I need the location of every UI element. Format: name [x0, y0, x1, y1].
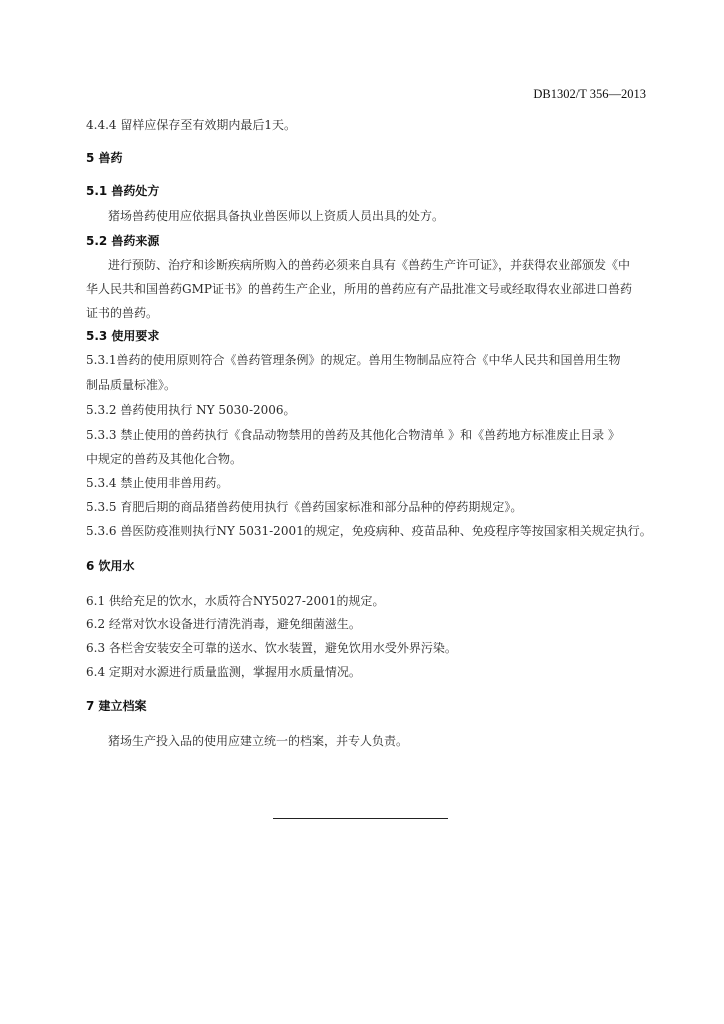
clause-5-3-5: 5.3.5 育肥后期的商品猪兽药使用执行《兽药国家标准和部分品种的停药期规定》。: [86, 500, 523, 514]
clause-4-4-4: 4.4.4 留样应保存至有效期内最后1天。: [86, 118, 296, 132]
paragraph-5-2-line-3: 证书的兽药。: [86, 306, 159, 320]
clause-6-4: 6.4 定期对水源进行质量监测，掌握用水质量情况。: [86, 665, 361, 679]
clause-5-3-3-line-1: 5.3.3 禁止使用的兽药执行《食品动物禁用的兽药及其他化合物清单 》和《兽药地方标准废止目录 》: [86, 428, 620, 442]
paragraph-5-2-line-2: 华人民共和国兽药GMP证书》的兽药生产企业，所用的兽药应有产品批准文号或经取得农业部进口兽药: [86, 282, 632, 296]
section-heading-7: 7 建立档案: [86, 699, 147, 713]
paragraph-7: 猪场生产投入品的使用应建立统一的档案，并专人负责。: [108, 734, 409, 748]
clause-6-1: 6.1 供给充足的饮水，水质符合NY5027-2001的规定。: [86, 594, 385, 608]
subsection-heading-5-2: 5.2 兽药来源: [86, 234, 160, 248]
clause-6-2: 6.2 经常对饮水设备进行清洗消毒，避免细菌滋生。: [86, 617, 361, 631]
clause-5-3-4: 5.3.4 禁止使用非兽用药。: [86, 476, 229, 490]
clause-5-3-1-line-1: 5.3.1兽药的使用原则符合《兽药管理条例》的规定。兽用生物制品应符合《中华人民共和国兽用生物: [86, 353, 621, 367]
paragraph-5-2-line-1: 进行预防、治疗和诊断疾病所购入的兽药必须来自具有《兽药生产许可证》，并获得农业部颁发《中: [108, 258, 631, 272]
clause-5-3-6: 5.3.6 兽医防疫准则执行NY 5031-2001的规定，免疫病种、疫苗品种、免疫程序等按国家相关规定执行。: [86, 524, 652, 538]
clause-5-3-1-line-2: 制品质量标准》。: [86, 378, 177, 392]
subsection-heading-5-1: 5.1 兽药处方: [86, 184, 160, 198]
section-heading-5: 5 兽药: [86, 151, 123, 165]
clause-6-3: 6.3 各栏舍安装安全可靠的送水、饮水装置，避免饮用水受外界污染。: [86, 641, 457, 655]
subsection-heading-5-3: 5.3 使用要求: [86, 329, 160, 343]
paragraph-5-1: 猪场兽药使用应依据具备执业兽医师以上资质人员出具的处方。: [108, 209, 445, 223]
clause-5-3-3-line-2: 中规定的兽药及其他化合物。: [86, 452, 243, 466]
document-code: DB1302/T 356—2013: [533, 87, 646, 101]
end-of-document-rule: [273, 818, 448, 819]
clause-5-3-2: 5.3.2 兽药使用执行 NY 5030-2006。: [86, 403, 296, 417]
section-heading-6: 6 饮用水: [86, 559, 135, 573]
